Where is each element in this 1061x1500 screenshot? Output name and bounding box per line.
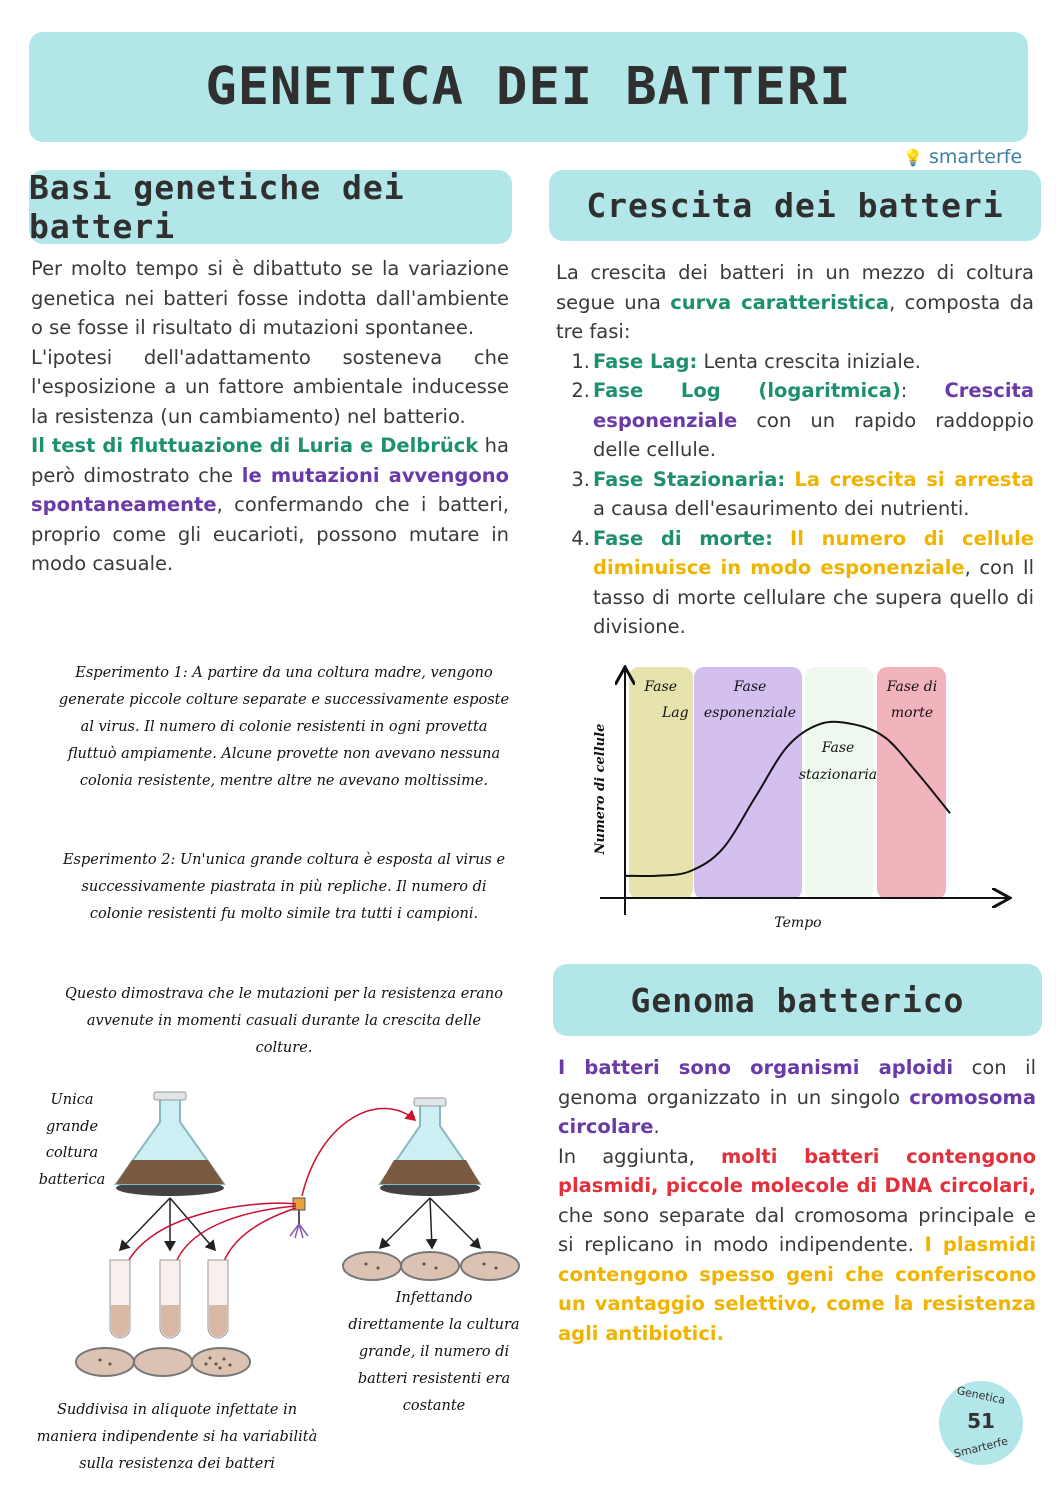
list-item: 2. Fase Log (logaritmica): Crescita esponenziale con un rapido raddoppio delle cellule. [571,379,1034,461]
conclusion-text: Questo dimostrava che le mutazioni per la resistenza erano avvenute in momenti casuali durante la crescita delle colture. [65,986,503,1056]
luria-test-highlight: Il test di fluttuazione di Luria e Delbrück [31,434,479,457]
phase-band [877,667,946,899]
x-axis-label: Tempo [774,915,822,931]
phase-label: esponenziale [703,705,797,721]
genoma-paragraph-1: I batteri sono organismi aploidi con il genoma organizzato in un singolo cromosoma circolare. [558,1056,1036,1138]
phase-label: stazionaria [798,767,878,783]
test-tubes [110,1260,228,1338]
crescita-text [556,258,1034,642]
list-item: 3. Fase Stazionaria: La crescita si arresta a causa dell'esaurimento dei nutrienti. [571,467,1035,520]
brand [903,146,1022,168]
right-caption-5: costante [402,1398,466,1414]
phase-list [556,347,1034,642]
flask-label-2: grande [45,1119,99,1135]
right-caption-4: batteri resistenti era [357,1371,511,1387]
left-caption-2: maniera indipendente si ha variabilità [36,1429,318,1445]
phase-label: Fase di [886,679,938,695]
left-flask-icon [116,1092,224,1196]
lightbulb-icon: 💡 [903,148,923,167]
spontaneous-mutation-highlight: le mutazioni avvengono spontaneamente [31,463,509,516]
basi-paragraph-2: L'ipotesi dell'adattamento sosteneva che l'esposizione a un fattore ambientale inducesse la resistenza (un cambiamento) nel batterio. [31,345,509,428]
crescita-intro: La crescita dei batteri in un mezzo di coltura segue una curva caratteristica, composta da tre fasi: [556,261,1034,343]
genoma-paragraph-2: In aggiunta, molti batteri contengono plasmidi, piccole molecole di DNA circolari, che sono separate dal cromosoma principale e si replicano in modo indipendente. I plasmidi contengono spesso geni che conferiscono un vantaggio selettivo, come la resistenza agli antibiotici. [558,1144,1036,1345]
phase-band [694,667,802,899]
flask-label-3: coltura [45,1145,99,1161]
phase-label: Fase [733,679,767,695]
phase-band [805,667,873,899]
flask-label-4: batterica [38,1172,106,1188]
page-number-badge [939,1381,1023,1465]
basi-heading-text: Basi genetiche dei batteri [29,168,405,246]
phase-label: Lag [662,705,689,721]
basi-paragraph-3: Il test di fluttuazione di Luria e Delbrück ha però dimostrato che le mutazioni avvengono spontaneamente, confermando che i batteri, proprio come gli eucarioti, possono mutare in modo casuale. [31,434,509,575]
section-heading-crescita [549,170,1041,241]
left-caption-1: Suddivisa in aliquote infettate in [56,1402,298,1418]
right-caption-2: direttamente la cultura [348,1317,520,1333]
flask-label-1: Unica [50,1092,94,1108]
genoma-text [558,1053,1036,1348]
petri-dishes-left [76,1348,250,1376]
page-title: GENETICA DEI BATTERI [205,57,852,117]
crescita-heading-text: Crescita dei batteri [586,186,1004,225]
section-heading-basi [29,170,512,244]
seal-top-text: Genetica [955,1384,1007,1407]
title-banner [29,32,1028,142]
basi-text [31,254,509,579]
experiment-1-text: Esperimento 1: A partire da una coltura madre, vengono generate piccole colture separate e successivamente esposte al virus. Il numero di colonie resistenti in ogni provetta fluttuò ampiamente. Alcune provette non avevano nessuna colonia resistente, mentre altre ne avevano moltissime. [58,665,510,789]
page-number: 51 [967,1409,995,1433]
basi-paragraph-1: Per molto tempo si è dibattuto se la variazione genetica nei batteri fosse indotta dall'ambiente o se fosse il risultato di mutazioni spontanee. [31,257,509,339]
section-heading-genoma [553,964,1042,1036]
experiment-2-text: Esperimento 2: Un'unica grande coltura è esposta al virus e successivamente piastrata in più repliche. Il numero di colonie resistenti fu molto simile tra tutti i campioni. [62,852,506,922]
petri-dishes-right [343,1252,519,1280]
brand-name: smarterfe [928,146,1023,168]
phase-band [629,667,693,899]
list-item: 1. Fase Lag: Lenta crescita iniziale. [571,349,921,373]
list-item: 4. Fase di morte: Il numero di cellule diminuisce in modo esponenziale, con Il tasso di morte cellulare che supera quello di divisione. [571,526,1034,638]
right-flask-icon [380,1098,480,1196]
experiment-diagram [20,1080,540,1490]
phase-label: Fase [821,740,855,756]
genoma-heading-text: Genoma batterico [630,980,965,1020]
phase-label: morte [890,705,934,721]
growth-curve-chart [580,655,1020,945]
curve-highlight: curva caratteristica [670,290,890,314]
phase-label: Fase [644,679,677,695]
seal-bottom-text: Smarterfe [952,1434,1010,1461]
y-axis-label: Numero di cellule [593,723,608,855]
left-caption-3: sulla resistenza dei batteri [79,1456,275,1472]
right-caption-1: Infettando [395,1290,473,1306]
right-caption-3: grande, il numero di [358,1344,510,1360]
